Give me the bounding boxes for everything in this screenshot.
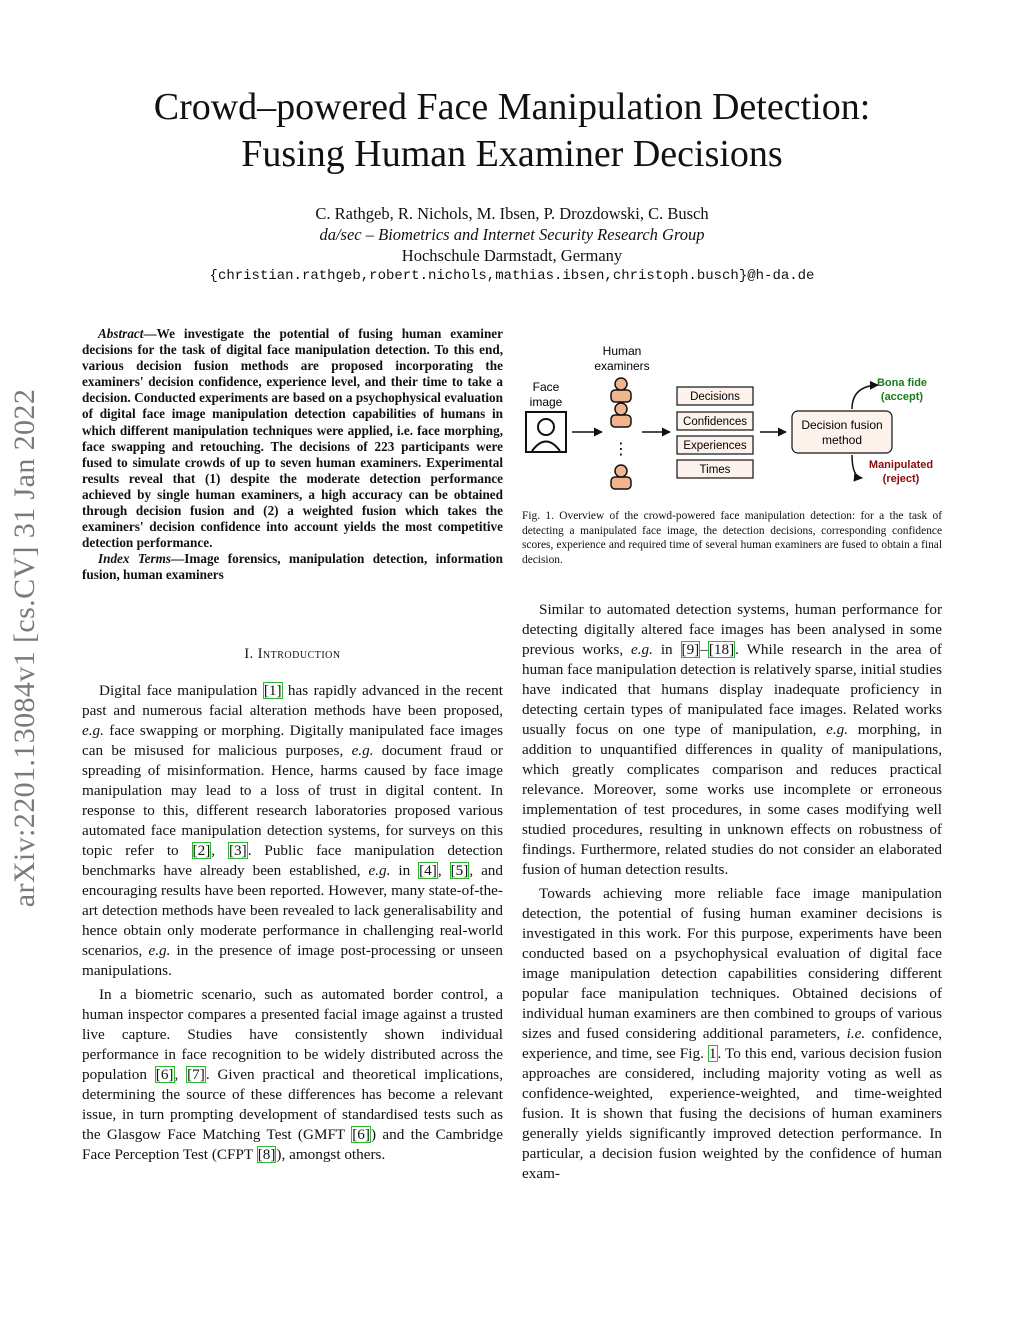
confidences-box [677,412,753,430]
decision-fusion-box [792,411,892,453]
author-names: C. Rathgeb, R. Nichols, M. Ibsen, P. Drozdowski, C. Busch [315,204,709,223]
abstract-label: Abstract [98,326,144,341]
arrow-reject [852,455,862,478]
citation-link[interactable]: [18] [708,641,735,658]
abstract-paragraph [82,326,503,551]
text-run: , and encouraging results have been reported. However, many state-of-the-art detection methods have been revealed to lack generalisability and hence obtain only moderate performance in challenging real-world scenarios, [82,862,503,959]
reject-label-2: (reject) [882,473,920,485]
text-run: has rapidly advanced in the recent past and numerous facial alteration methods have been proposed, [82,682,503,719]
section-heading [82,646,503,663]
examiners-label-1: Human [602,344,642,358]
text-run: . To this end, various decision fusion approaches are considered, including majority voting as well as confidence-weighted, experience-weighted, and time-weighted fusion. It is shown that fusing the decisions of human examiners generally yields significantly improved detection performance. In particular, a decision fusion weighted by the confidence of human exam- [522,1045,942,1182]
citation-link[interactable]: [1] [263,682,282,699]
text-run: document fraud or spreading of misinformation. Hence, harms caused by face image manipulation may lead to a loss of trust in digital content. In response to this, different research laboratories proposed various automated face manipulation detection systems, for surveys on this topic refer to [82,742,503,859]
examiner-icon [611,403,631,427]
examiner-icon [611,465,631,489]
decisions-label: Decisions [690,391,740,403]
text-run: Similar to automated detection systems, human performance for detecting digitally altered face images has been analysed in some previous works, [522,601,942,658]
title-line-1: Crowd–powered Face Manipulation Detection: [153,86,871,128]
italic-abbrev: e.g. [631,641,653,658]
citation-link[interactable]: [9] [681,641,700,658]
text-run: in [652,641,681,658]
citation-link[interactable]: 1 [708,1045,717,1062]
text-run: confidence, experience, and time, see Fig. [522,1025,942,1062]
text-run: , [437,862,450,879]
author-block [0,203,1024,287]
paper-title [0,84,1024,178]
section-number: I. [244,646,254,662]
section-title: Introduction [257,646,341,662]
citation-link[interactable]: [6] [155,1066,174,1083]
italic-abbrev: e.g. [148,942,171,959]
text-run: . Given practical and theoretical implications, determining the source of these differences has become a relevant issue, in turn prompting development of standardised tests such as the Glasgow Face Matching Test (GMFT [82,1066,504,1143]
italic-abbrev: e.g. [351,742,374,759]
figure-caption: Fig. 1. Overview of the crowd-powered face manipulation detection: for a the task of detecting a manipulated face image, the detection decisions, corresponding confidence scores, experience and required time of several human examiners are fused to obtain a final decision. [522,510,942,566]
face-image-label-1: Face [532,380,560,394]
body-paragraph [522,600,942,880]
text-run: – [700,641,708,658]
text-run: . While research in the area of human face manipulation detection is relatively sparse, initial studies have indicated that humans display inadequate proficiency in detecting certain types of manipulated face images. Related works usually focus on one type of manipulation, [522,641,942,738]
face-image-icon [526,412,566,452]
title-line-2: Fusing Human Examiner Decisions [241,133,783,175]
fusion-label-1: Decision fusion [801,418,883,432]
text-run: Towards achieving more reliable face image manipulation detection, the potential of fusing human examiner decisions is investigated in this work. For this purpose, experiments have been conducted based on a psychophysical evaluation of digital face image manipulation detection capabilities considering different popular face manipulation techniques. Obtained decisions of individual human examiners are then combined to groups of various sizes and fused considering additional parameters, [522,885,942,1042]
body-paragraph [82,681,503,981]
experiences-label: Experiences [683,440,747,452]
text-run: face swapping or morphing. Digitally manipulated face images can be misused for malicious purposes, [82,722,503,759]
decisions-box [677,387,753,405]
text-run: ) and the Cambridge Face Perception Test (CFPT [82,1126,504,1163]
examiners-label-2: examiners [594,359,650,373]
text-run: in the presence of image post-processing or unseen manipulations. [82,942,504,979]
italic-abbrev: e.g. [826,721,849,738]
arrow-accept [852,385,878,409]
times-box [677,460,753,478]
abstract [82,326,503,584]
accept-label-1: Bona fide [876,377,928,389]
examiners-ellipsis: ⋮ [613,441,629,458]
citation-link[interactable]: [5] [450,862,469,879]
text-run: ), amongst others. [276,1146,386,1163]
examiner-icon [611,378,631,402]
index-terms [82,551,503,583]
figure-1 [522,340,942,502]
citation-link[interactable]: [3] [228,842,247,859]
reject-label-1: Manipulated [868,459,934,471]
text-run: Digital face manipulation [99,682,263,699]
text-run: , [174,1066,187,1083]
arxiv-stamp: arXiv:2201.13084v1 [cs.CV] 31 Jan 2022 [8,388,41,908]
text-run: , [211,842,228,859]
citation-link[interactable]: [4] [419,862,437,879]
index-terms-label: Index Terms [98,551,172,567]
accept-label-2: (accept) [880,391,924,403]
text-run: in [390,862,419,879]
text-run: morphing, in addition to unquantified differences in quality of manipulations, which greatly complicates comparison and reduces practical relevance. Moreover, some works use incomplete or erroneous implementation of test procedures, in some cases modifying well studied procedures, resulting in unknown effects on robustness of findings. Furthermore, related studies do not consider an elaborated fusion of human detection results. [522,721,942,878]
institution: Hochschule Darmstadt, Germany [401,246,623,265]
italic-abbrev: e.g. [82,722,104,739]
citation-link[interactable]: [8] [257,1146,276,1163]
text-run: In a biometric scenario, such as automated border control, a human inspector compares a presented facial image against a trusted live capture. Studies have consistently shown individual performance in face recognition to be widely distributed across the population [82,986,503,1083]
index-terms-text: —Image forensics, manipulation detection, information fusion, human examiners [82,551,503,583]
body-paragraph [522,884,942,1184]
italic-abbrev: e.g. [368,862,391,879]
face-image-label-2: image [529,395,563,409]
left-column-body [82,681,503,1169]
citation-link[interactable]: [6] [352,1126,370,1143]
text-run: . Public face manipulation detection benchmarks have already been established, [82,842,503,879]
author-emails: {christian.rathgeb,robert.nichols,mathias.ibsen,christoph.busch}@h-da.de [209,268,815,284]
times-label: Times [699,464,731,476]
italic-abbrev: i.e. [846,1025,866,1042]
confidences-label: Confidences [683,416,747,428]
experiences-box [677,436,753,454]
affiliation: da/sec – Biometrics and Internet Security Research Group [319,225,705,244]
citation-link[interactable]: [7] [187,1066,205,1083]
body-paragraph [82,985,503,1165]
fusion-label-2: method [821,433,863,447]
abstract-text: —We investigate the potential of fusing human examiner decisions for the task of digital face manipulation detection. To this end, various decision fusion methods are proposed incorporating the examiners' decision confidence, experience level, and their time to take a decision. Conducted experiments are based on a psychophysical evaluation of digital face image manipulation detection capabilities of humans in which different manipulation techniques were applied, i.e. face morphing, face swapping and retouching. The decisions of 223 participants were fused to simulate crowds of up to seven human examiners. Experimental results reveal that (1) despite the moderate detection performance achieved by single human examiners, a high accuracy can be obtained through decision fusion and (2) a weighted fusion which takes the examiners' decision confidence into account yields the most competitive detection performance. [82,326,503,551]
right-column-body [522,600,942,1188]
citation-link[interactable]: [2] [192,842,211,859]
